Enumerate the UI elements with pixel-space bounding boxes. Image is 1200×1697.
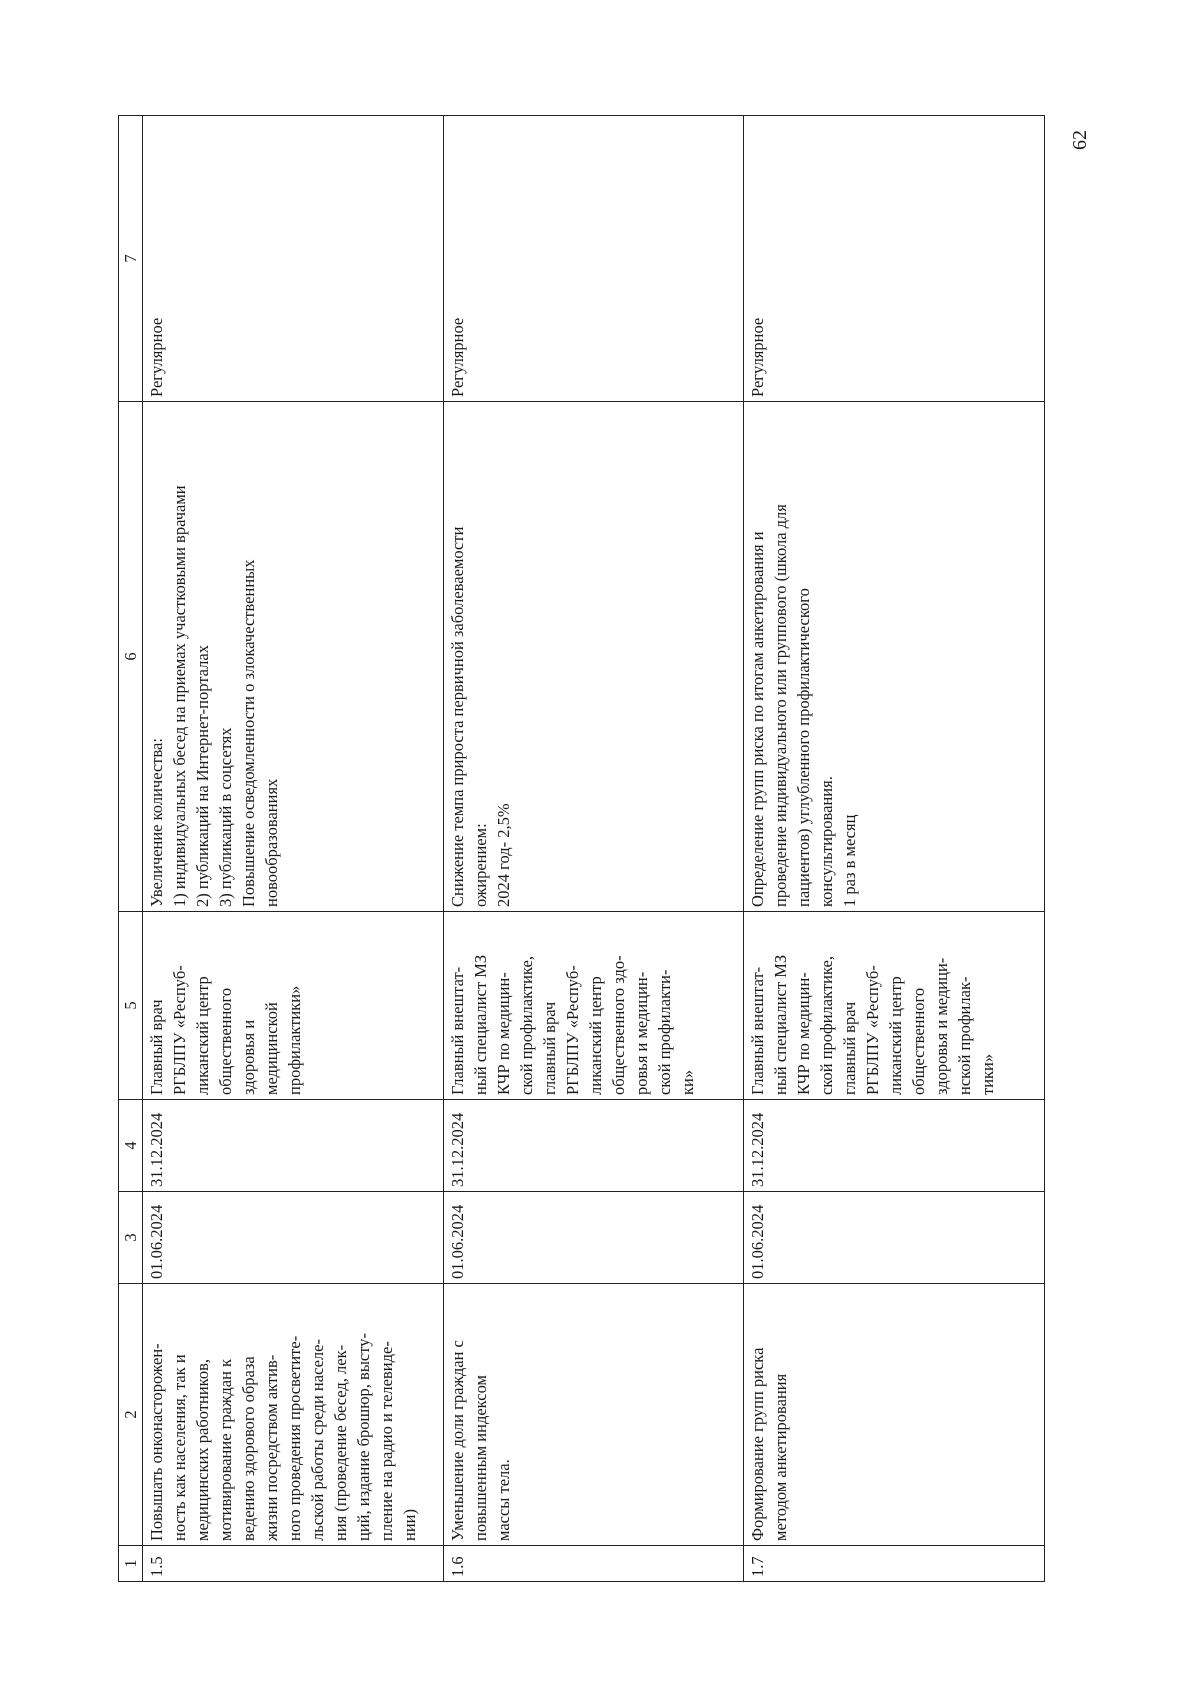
rotated-table-container: [118, 116, 1045, 1582]
measure-cell: [143, 1284, 444, 1546]
result-line: Повышение осведомленности о злокачественных: [239, 559, 258, 907]
row-number: 1.7: [744, 1546, 1045, 1582]
measure-line: пление на радио и телевиде-: [377, 1341, 396, 1541]
responsible-line: РГБЛПУ «Респуб-: [863, 965, 883, 1095]
table-row: [744, 116, 1045, 1582]
responsible-line: профилактики»: [285, 985, 304, 1095]
responsible-line: нской профилак-: [955, 976, 975, 1095]
responsible-line: ликанский центр: [193, 976, 212, 1095]
measure-line: ния (проведение бесед, лек-: [331, 1344, 350, 1541]
measure-line: повышенным индексом: [470, 1375, 490, 1541]
measure-cell: [443, 1284, 744, 1546]
responsible-line: РГБЛПУ «Респуб-: [170, 965, 189, 1095]
responsible-line: общественного: [216, 987, 235, 1095]
measure-line: массы тела.: [493, 1459, 513, 1541]
responsible-line: Главный внештат-: [748, 966, 768, 1095]
responsible-line: Главный врач: [147, 999, 166, 1095]
responsible-line: ской профилакти-: [654, 969, 674, 1095]
measure-line: жизни посредством актив-: [262, 1354, 281, 1541]
result-line: Снижение темпа прироста первичной заболеваемости: [447, 526, 467, 907]
measure-line: методом анкетирования: [771, 1373, 791, 1541]
result-line: 2024 год- 2,5%: [493, 803, 513, 907]
responsible-cell: [744, 912, 1045, 1100]
measure-line: ность как населения, так и: [170, 1354, 189, 1541]
end-date: 31.12.2024: [143, 1100, 444, 1192]
result-line: консультирования.: [817, 776, 837, 907]
responsible-line: тики»: [978, 1053, 998, 1095]
responsible-line: ской профилактике,: [516, 955, 536, 1095]
responsible-line: ки»: [677, 1069, 697, 1095]
responsible-line: здоровья и: [239, 1019, 258, 1095]
measure-line: ного проведения просветите-: [285, 1335, 304, 1541]
result-line: Увеличение количества:: [147, 738, 166, 907]
responsible-cell: [443, 912, 744, 1100]
responsible-line: ный специалист МЗ: [470, 954, 490, 1095]
row-number: 1.5: [143, 1546, 444, 1582]
responsible-line: ный специалист МЗ: [771, 954, 791, 1095]
result-line: новообразованиях: [262, 778, 281, 907]
responsible-line: общественного: [909, 987, 929, 1095]
table-row: [143, 116, 444, 1582]
result-line: 2) публикаций на Интернет-порталах: [193, 645, 212, 907]
header-row: [119, 116, 143, 1582]
result-line: пациентов) углубленного профилактического: [794, 588, 814, 907]
end-date: 31.12.2024: [443, 1100, 744, 1192]
header-col-2: 2: [119, 1284, 143, 1546]
frequency-cell: Регулярное: [744, 116, 1045, 402]
measure-line: медицинских работников,: [193, 1358, 212, 1541]
plan-table: [118, 115, 1045, 1582]
header-col-7: 7: [119, 116, 143, 402]
end-date: 31.12.2024: [744, 1100, 1045, 1192]
responsible-line: КЧР по медицин-: [493, 972, 513, 1095]
responsible-line: главный врач: [840, 1001, 860, 1095]
responsible-line: КЧР по медицин-: [794, 972, 814, 1095]
header-col-4: 4: [119, 1100, 143, 1192]
start-date: 01.06.2024: [143, 1192, 444, 1284]
responsible-line: здоровья и медици-: [932, 957, 952, 1095]
result-line: ожирением:: [470, 823, 490, 907]
result-cell: [744, 402, 1045, 912]
responsible-line: общественного здо-: [608, 955, 628, 1095]
measure-cell: [744, 1284, 1045, 1546]
result-cell: [443, 402, 744, 912]
measure-line: льской работы среди населе-: [308, 1339, 327, 1541]
start-date: 01.06.2024: [443, 1192, 744, 1284]
responsible-line: Главный внештат-: [447, 966, 467, 1095]
measure-line: ций, издание брошюр, высту-: [354, 1333, 373, 1541]
result-line: 1 раз в месяц: [840, 814, 860, 907]
measure-line: ведению здорового образа: [239, 1356, 258, 1541]
result-cell: [143, 402, 444, 912]
responsible-line: ровья и медицин-: [631, 971, 651, 1095]
responsible-line: ликанский центр: [585, 976, 605, 1095]
responsible-cell: [143, 912, 444, 1100]
frequency-cell: Регулярное: [143, 116, 444, 402]
measure-line: Формирование групп риска: [748, 1347, 768, 1541]
result-line: проведение индивидуального или группового (школа для: [771, 504, 791, 907]
measure-line: нии): [400, 1509, 419, 1541]
header-col-5: 5: [119, 912, 143, 1100]
measure-line: мотивирование граждан к: [216, 1358, 235, 1541]
page-number: 62: [1069, 130, 1091, 150]
frequency-cell: Регулярное: [443, 116, 744, 402]
header-col-6: 6: [119, 402, 143, 912]
responsible-line: ликанский центр: [886, 976, 906, 1095]
result-line: Определение групп риска по итогам анкетирования и: [748, 531, 768, 907]
result-line: 3) публикаций в соцсетях: [216, 727, 235, 907]
table-row: [443, 116, 744, 1582]
measure-line: Уменьшение доли граждан с: [447, 1340, 467, 1541]
start-date: 01.06.2024: [744, 1192, 1045, 1284]
measure-line: Повышать онконасторожен-: [147, 1343, 166, 1541]
responsible-line: РГБЛПУ «Респуб-: [562, 965, 582, 1095]
responsible-line: медицинской: [262, 1002, 281, 1095]
responsible-line: главный врач: [539, 1001, 559, 1095]
row-number: 1.6: [443, 1546, 744, 1582]
header-col-3: 3: [119, 1192, 143, 1284]
header-col-1: 1: [119, 1546, 143, 1582]
responsible-line: ской профилактике,: [817, 955, 837, 1095]
result-line: 1) индивидуальных бесед на приемах участковыми врачами: [170, 485, 189, 907]
